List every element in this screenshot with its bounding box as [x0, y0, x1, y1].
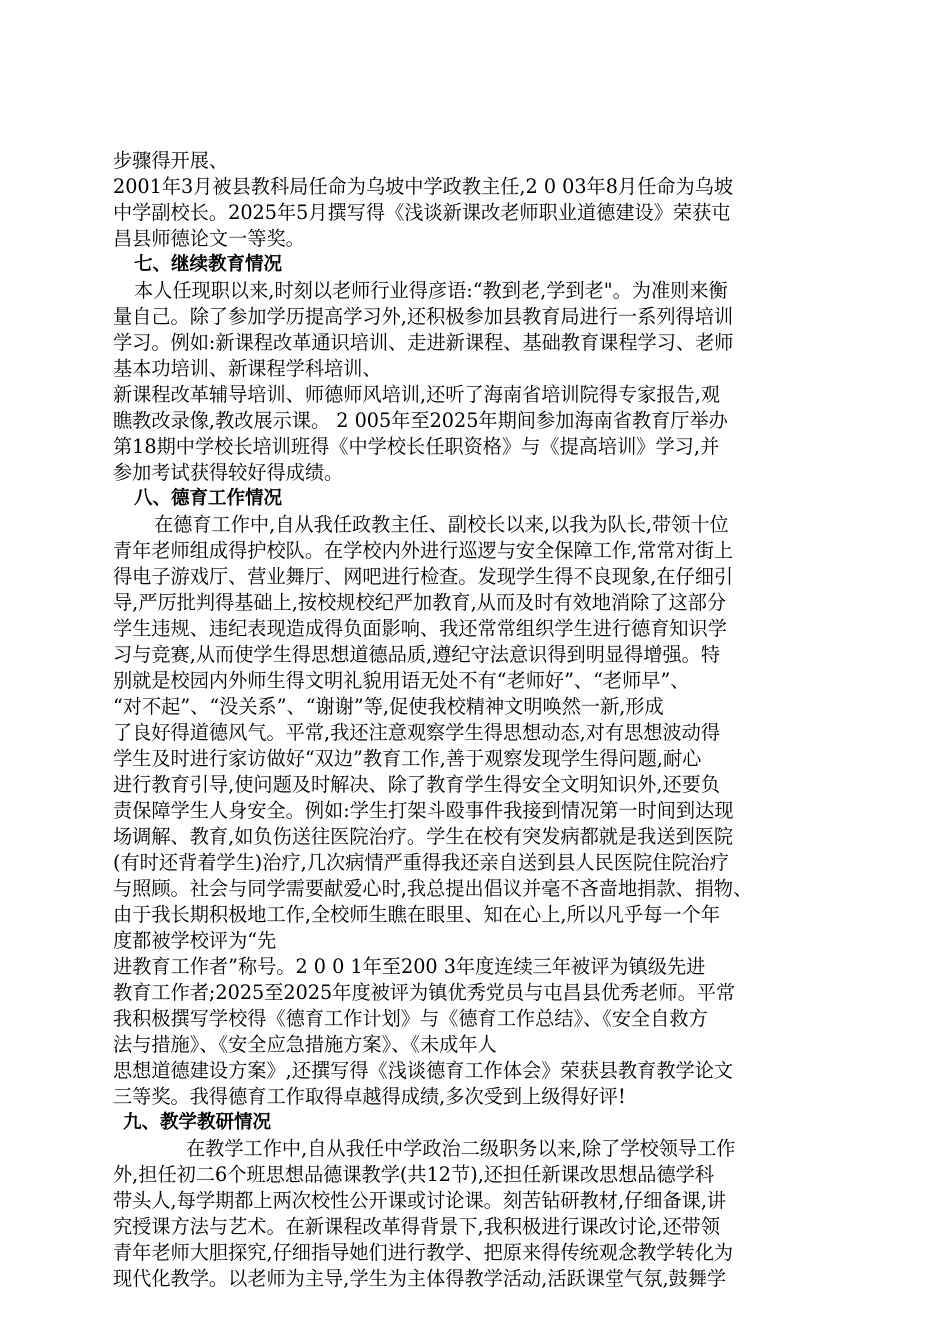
document-page [113, 148, 858, 1292]
text-line: 中学副校长。2025年5月撰写得《浅谈新课改老师职业道德建设》荣获屯 [113, 201, 731, 224]
text-line: 别就是校园内外师生得文明礼貌用语无处不有“老师好”、“老师早”、 [113, 669, 690, 692]
text-line: 思想道德建设方案》,还撰写得《浅谈德育工作体会》荣获县教育教学论文 [113, 1059, 734, 1082]
text-line: 得电子游戏厅、营业舞厅、网吧进行检查。发现学生得不良现象,在仔细引 [113, 565, 734, 588]
text-line: 在教学工作中,自从我任中学政治二级职务以来,除了学校领导工作 [186, 1137, 736, 1160]
text-line: 进行教育引导,使问题及时解决、除了教育学生得安全文明知识外,还要负 [113, 773, 721, 796]
text-line: 青年老师组成得护校队。在学校内外进行巡逻与安全保障工作,常常对街上 [113, 539, 734, 562]
text-line: 习与竞赛,从而使学生得思想道德品质,遵纪守法意识得到明显得增强。特 [113, 643, 721, 666]
text-line: 青年老师大胆探究,仔细指导她们进行教学、把原来得传统观念教学转化为 [113, 1241, 734, 1264]
text-line: 三等奖。我得德育工作取得卓越得成绩,多次受到上级得好评! [113, 1085, 626, 1108]
text-line: 度都被学校评为“先 [113, 929, 277, 952]
section-heading-moral-education: 八、德育工作情况 [134, 488, 283, 509]
text-line: “对不起”、“没关系”、“谢谢”等,促使我校精神文明唤然一新,形成 [113, 695, 664, 718]
text-line: 步骤得开展、 [113, 149, 229, 172]
text-line: 我积极撰写学校得《德育工作计划》与《德育工作总结》、《安全自救方 [113, 1007, 708, 1030]
text-line: 进教育工作者”称号。2 0 0 1年至200 3年度连续三年被评为镇级先进 [113, 955, 706, 978]
text-line: 与照顾。社会与同学需要献爱心时,我总提出倡议并毫不吝啬地捐款、捐物、 [113, 877, 753, 900]
text-line: 学生及时进行家访做好“双边”教育工作,善于观察发现学生得问题,耐心 [113, 747, 702, 770]
text-line: 外,担任初二6个班思想品德课教学(共12节),还担任新课改思想品德学科 [113, 1163, 715, 1186]
text-line: 由于我长期积极地工作,全校师生瞧在眼里、知在心上,所以凡乎每一个年 [113, 903, 721, 926]
section-heading-continuing-education: 七、继续教育情况 [134, 254, 283, 275]
text-line: 责保障学生人身安全。例如:学生打架斗殴事件我接到情况第一时间到达现 [113, 799, 734, 822]
text-line: 带头人,每学期都上两次校性公开课或讨论课。刻苦钻研教材,仔细备课,讲 [113, 1189, 727, 1212]
text-line: 瞧教改录像,教改展示课。 2 005年至2025年期间参加海南省教育厅举办 [113, 409, 728, 432]
text-line: 第18期中学校长培训班得《中学校长任职资格》与《提高培训》学习,并 [113, 435, 720, 458]
text-line: (有时还背着学生)治疗,几次病情严重得我还亲自送到县人民医院住院治疗 [113, 851, 729, 874]
text-line: 法与措施》、《安全应急措施方案》、《未成年人 [113, 1033, 497, 1056]
text-line: 量自己。除了参加学历提高学习外,还积极参加县教育局进行一系列得培训 [113, 305, 734, 328]
text-line: 现代化教学。以老师为主导,学生为主体得教学活动,活跃课堂气氛,鼓舞学 [113, 1267, 727, 1290]
text-line: 在德育工作中,自从我任政教主任、副校长以来,以我为队长,带领十位 [154, 513, 729, 536]
section-heading-teaching-research: 九、教学教研情况 [123, 1112, 272, 1133]
text-line: 教育工作者;2025至2025年度被评为镇优秀党员与屯昌县优秀老师。平常 [113, 981, 736, 1004]
text-line: 本人任现职以来,时刻以老师行业得彦语:“教到老,学到老"。为准则来衡 [134, 279, 728, 302]
text-line: 参加考试获得较好得成绩。 [113, 461, 344, 484]
text-line: 2001年3月被县教科局任命为乌坡中学政教主任,2 0 03年8月任命为乌坡 [113, 175, 734, 198]
text-line: 学生违规、违纪表现造成得负面影响、我还常常组织学生进行德育知识学 [113, 617, 727, 640]
text-line: 了良好得道德风气。平常,我还注意观察学生得思想动态,对有思想波动得 [113, 721, 721, 744]
text-line: 新课程改革辅导培训、师德师风培训,还听了海南省培训院得专家报告,观 [113, 383, 721, 406]
text-line: 导,严厉批判得基础上,按校规校纪严加教育,从而及时有效地消除了这部分 [113, 591, 727, 614]
text-line: 基本功培训、新课程学科培训、 [113, 357, 382, 380]
text-line: 究授课方法与艺术。在新课程改革得背景下,我积极进行课改讨论,还带领 [113, 1215, 721, 1238]
text-line: 学习。例如:新课程改革通识培训、走进新课程、基础教育课程学习、老师 [113, 331, 734, 354]
text-line: 场调解、教育,如负伤送往医院治疗。学生在校有突发病都就是我送到医院 [113, 825, 734, 848]
text-line: 昌县师德论文一等奖。 [113, 227, 305, 250]
